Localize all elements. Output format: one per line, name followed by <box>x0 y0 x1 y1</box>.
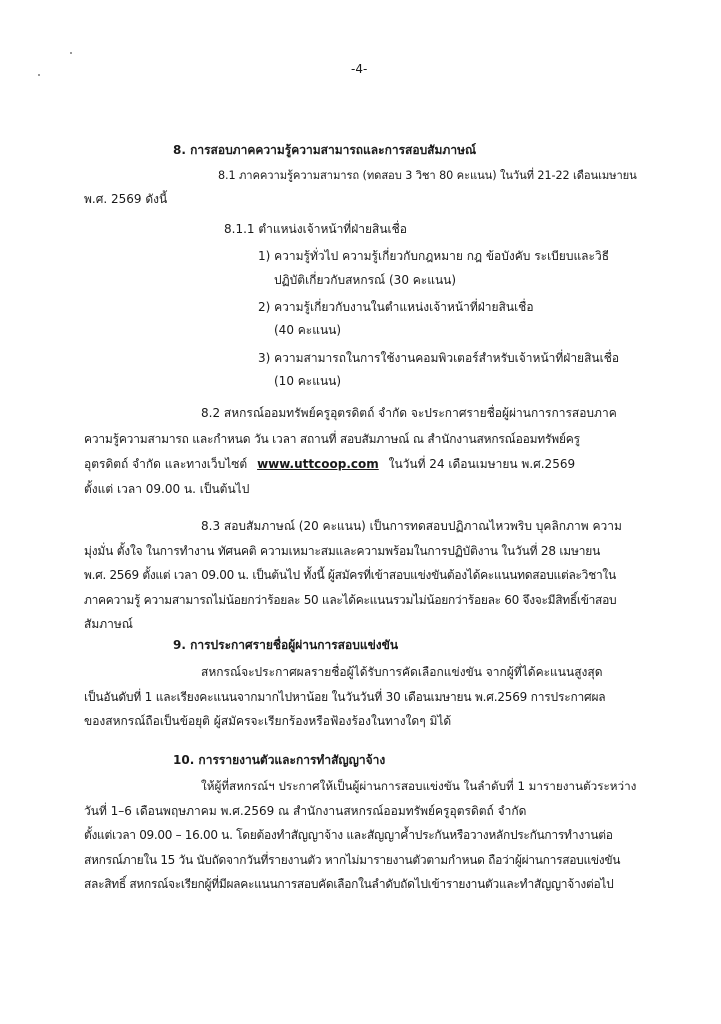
s8-2-line-3 <box>84 456 575 472</box>
item-2-line-1: 2) ความรู้เกี่ยวกับงานในตำแหน่งเจ้าหน้าที่ฝ่ายสินเชื่อ <box>258 300 534 314</box>
s8-3-line-4: ภาคความรู้ ความสามารถไม่น้อยกว่าร้อยละ 50 และได้คะแนนรวมไม่น้อยกว่าร้อยละ 60 จึงจะมีสิทธิ์เข้าสอบ <box>84 593 617 607</box>
scan-speck <box>70 52 72 54</box>
s8-2-line-4: ตั้งแต่ เวลา 09.00 น. เป็นต้นไป <box>84 482 250 496</box>
s10-line-3: ตั้งแต่เวลา 09.00 – 16.00 น. โดยต้องทำสัญญาจ้าง และสัญญาค้ำประกันหรือวางหลักประกันการทำงานต่อ <box>84 828 613 842</box>
section-9-heading: 9. การประกาศรายชื่อผู้ผ่านการสอบแข่งขัน <box>173 638 399 652</box>
s8-1-line-2: พ.ศ. 2569 ดังนี้ <box>84 192 168 206</box>
page-number: -4- <box>351 62 368 76</box>
website-link[interactable]: www.uttcoop.com <box>257 457 379 471</box>
s8-2-line-3b: ในวันที่ 24 เดือนเมษายน พ.ศ.2569 <box>388 457 576 471</box>
s9-line-2: เป็นอันดับที่ 1 และเรียงคะแนนจากมากไปหาน้อย ในวันวันที่ 30 เดือนเมษายน พ.ศ.2569 การประกาศผล <box>84 690 606 704</box>
s10-line-2: วันที่ 1–6 เดือนพฤษภาคม พ.ศ.2569 ณ สำนักงานสหกรณ์ออมทรัพย์ครูอุตรดิตถ์ จำกัด <box>84 804 527 818</box>
item-1-line-1: 1) ความรู้ทั่วไป ความรู้เกี่ยวกับกฎหมาย กฎ ข้อบังคับ ระเบียบและวิธี <box>258 249 610 263</box>
section-8-heading: 8. การสอบภาคความรู้ความสามารถและการสอบสัมภาษณ์ <box>173 143 477 157</box>
item-3-line-1: 3) ความสามารถในการใช้งานคอมพิวเตอร์สำหรับเจ้าหน้าที่ฝ่ายสินเชื่อ <box>258 351 620 365</box>
s9-line-1: สหกรณ์จะประกาศผลรายชื่อผู้ได้รับการคัดเลือกแข่งขัน จากผู้ที่ได้คะแนนสูงสุด <box>201 665 603 679</box>
s9-line-3: ของสหกรณ์ถือเป็นข้อยุติ ผู้สมัครจะเรียกร้องหรือฟ้องร้องในทางใดๆ มิได้ <box>84 714 452 728</box>
section-10-heading: 10. การรายงานตัวและการทำสัญญาจ้าง <box>173 753 386 767</box>
item-3-line-2: (10 คะแนน) <box>274 374 342 388</box>
s8-2-line-3a: อุตรดิตถ์ จำกัด และทางเว็บไซต์ <box>84 457 248 471</box>
s8-3-line-3: พ.ศ. 2569 ตั้งแต่ เวลา 09.00 น. เป็นต้นไป ทั้งนี้ ผู้สมัครที่เข้าสอบแข่งขันต้องได้คะแนนทดสอบแต่ละวิชาใน <box>84 568 616 582</box>
item-2-line-2: (40 คะแนน) <box>274 323 342 337</box>
s10-line-4: สหกรณ์ภายใน 15 วัน นับถัดจากวันที่รายงานตัว หากไม่มารายงานตัวตามกำหนด ถือว่าผู้ผ่านการสอบแข่งขัน <box>84 853 621 867</box>
s10-line-1: ให้ผู้ที่สหกรณ์ฯ ประกาศให้เป็นผู้ผ่านการสอบแข่งขัน ในลำดับที่ 1 มารายงานตัวระหว่าง <box>201 779 637 793</box>
s8-3-line-2: มุ่งมั่น ตั้งใจ ในการทำงาน ทัศนคติ ความเหมาะสมและความพร้อมในการปฏิบัติงาน ในวันที่ 28 เมษายน <box>84 544 601 558</box>
item-1-line-2: ปฏิบัติเกี่ยวกับสหกรณ์ (30 คะแนน) <box>274 273 457 287</box>
s8-2-line-1: 8.2 สหกรณ์ออมทรัพย์ครูอุตรดิตถ์ จำกัด จะประกาศรายชื่อผู้ผ่านการการสอบภาค <box>201 406 617 420</box>
s8-3-line-1: 8.3 สอบสัมภาษณ์ (20 คะแนน) เป็นการทดสอบปฏิภาณไหวพริบ บุคลิกภาพ ความ <box>201 519 622 533</box>
s8-1-line-1: 8.1 ภาคความรู้ความสามารถ (ทดสอบ 3 วิชา 80 คะแนน) ในวันที่ 21-22 เดือนเมษายน <box>218 169 637 182</box>
scan-speck <box>38 74 40 76</box>
s8-2-line-2: ความรู้ความสามารถ และกำหนด วัน เวลา สถานที่ สอบสัมภาษณ์ ณ สำนักงานสหกรณ์ออมทรัพย์ครู <box>84 432 580 446</box>
s8-1-1-heading: 8.1.1 ตำแหน่งเจ้าหน้าที่ฝ่ายสินเชื่อ <box>224 222 407 236</box>
s8-3-line-5: สัมภาษณ์ <box>84 617 133 631</box>
s10-line-5: สละสิทธิ์ สหกรณ์จะเรียกผู้ที่มีผลคะแนนการสอบคัดเลือกในลำดับถัดไปเข้ารายงานตัวและทำสัญญาจ้างต่อไป <box>84 877 614 891</box>
